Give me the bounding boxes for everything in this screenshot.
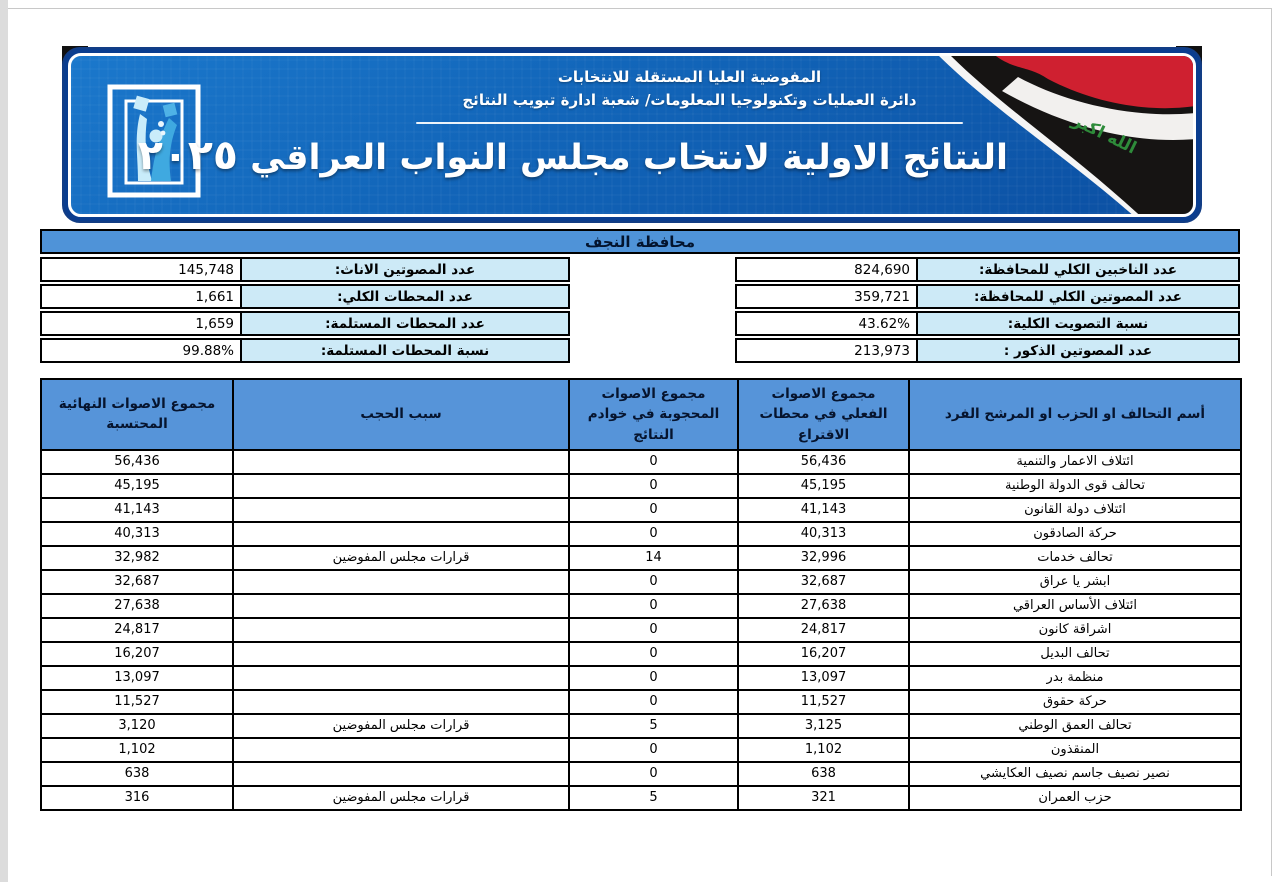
withhold-reason-cell bbox=[233, 738, 569, 762]
withheld-votes-cell: 0 bbox=[569, 690, 738, 714]
withheld-votes-cell: 0 bbox=[569, 474, 738, 498]
party-name-cell: تحالف قوى الدولة الوطنية bbox=[909, 474, 1241, 498]
summary-value: 359,721 bbox=[854, 288, 910, 305]
withhold-reason-cell bbox=[233, 642, 569, 666]
summary-label: نسبة التصويت الكلية: bbox=[916, 313, 1238, 334]
withhold-reason-cell bbox=[233, 666, 569, 690]
col-header-actual: مجموع الاصوات الفعلي في محطات الاقتراع bbox=[738, 379, 909, 450]
col-header-withheld: مجموع الاصوات المحجوبة في خوادم النتائج bbox=[569, 379, 738, 450]
summary-row bbox=[735, 284, 1240, 309]
col-header-final: مجموع الاصوات النهائية المحتسبة bbox=[41, 379, 233, 450]
withheld-votes-cell: 0 bbox=[569, 570, 738, 594]
flag-inscription-text: الله اكبر bbox=[1068, 110, 1140, 159]
summary-row bbox=[40, 338, 570, 363]
party-name-cell: منظمة بدر bbox=[909, 666, 1241, 690]
table-row bbox=[41, 546, 1241, 570]
actual-votes-cell: 1,102 bbox=[738, 738, 909, 762]
summary-label: عدد المحطات الكلي: bbox=[240, 286, 568, 307]
col-header-reason: سبب الحجب bbox=[233, 379, 569, 450]
summary-row bbox=[40, 311, 570, 336]
summary-value: 1,661 bbox=[195, 288, 234, 305]
summary-value: 43.62% bbox=[858, 315, 910, 332]
party-name-cell: تحالف خدمات bbox=[909, 546, 1241, 570]
table-row bbox=[41, 522, 1241, 546]
final-votes-cell: 3,120 bbox=[41, 714, 233, 738]
table-row bbox=[41, 786, 1241, 810]
actual-votes-cell: 32,687 bbox=[738, 570, 909, 594]
document-title-year: ٢٠٢٥ bbox=[137, 130, 238, 179]
withheld-votes-cell: 0 bbox=[569, 642, 738, 666]
party-name-cell: ائتلاف الاعمار والتنمية bbox=[909, 450, 1241, 474]
org-name-line1: المفوضية العليا المستقلة للانتخابات bbox=[557, 68, 822, 86]
final-votes-cell: 32,982 bbox=[41, 546, 233, 570]
party-name-cell: تحالف العمق الوطني bbox=[909, 714, 1241, 738]
table-row bbox=[41, 594, 1241, 618]
final-votes-cell: 45,195 bbox=[41, 474, 233, 498]
withhold-reason-cell bbox=[233, 594, 569, 618]
banner-text-block bbox=[137, 66, 1008, 181]
header-banner-inner bbox=[68, 53, 1196, 217]
summary-label: عدد المصوتين الاناث: bbox=[240, 259, 568, 280]
table-row bbox=[41, 666, 1241, 690]
final-votes-cell: 40,313 bbox=[41, 522, 233, 546]
withheld-votes-cell: 0 bbox=[569, 762, 738, 786]
party-name-cell: ائتلاف دولة القانون bbox=[909, 498, 1241, 522]
withhold-reason-cell bbox=[233, 450, 569, 474]
withhold-reason-cell bbox=[233, 570, 569, 594]
party-name-cell: حزب العمران bbox=[909, 786, 1241, 810]
table-row bbox=[41, 498, 1241, 522]
actual-votes-cell: 41,143 bbox=[738, 498, 909, 522]
actual-votes-cell: 13,097 bbox=[738, 666, 909, 690]
page-edge-left bbox=[0, 0, 8, 882]
province-banner: محافظة النجف bbox=[40, 229, 1240, 254]
final-votes-cell: 13,097 bbox=[41, 666, 233, 690]
withhold-reason-cell: قرارات مجلس المفوضين bbox=[233, 786, 569, 810]
summary-group-left bbox=[40, 257, 570, 365]
withheld-votes-cell: 0 bbox=[569, 522, 738, 546]
actual-votes-cell: 3,125 bbox=[738, 714, 909, 738]
title-separator-line bbox=[416, 122, 964, 124]
summary-value: 1,659 bbox=[195, 315, 234, 332]
summary-row bbox=[735, 311, 1240, 336]
withhold-reason-cell bbox=[233, 474, 569, 498]
document-title-text: النتائج الاولية لانتخاب مجلس النواب العراقي bbox=[250, 137, 1008, 178]
withhold-reason-cell: قرارات مجلس المفوضين bbox=[233, 714, 569, 738]
summary-label: عدد المصوتين الذكور : bbox=[916, 340, 1238, 361]
header-banner bbox=[62, 47, 1202, 223]
table-row bbox=[41, 738, 1241, 762]
withheld-votes-cell: 0 bbox=[569, 450, 738, 474]
party-name-cell: نصير نصيف جاسم نصيف العكايشي bbox=[909, 762, 1241, 786]
table-row bbox=[41, 450, 1241, 474]
summary-row bbox=[735, 338, 1240, 363]
actual-votes-cell: 32,996 bbox=[738, 546, 909, 570]
summary-row bbox=[40, 284, 570, 309]
document-title bbox=[137, 130, 1008, 181]
withheld-votes-cell: 0 bbox=[569, 498, 738, 522]
withheld-votes-cell: 5 bbox=[569, 714, 738, 738]
party-name-cell: تحالف البديل bbox=[909, 642, 1241, 666]
party-name-cell: المنقذون bbox=[909, 738, 1241, 762]
summary-group-right bbox=[735, 257, 1240, 365]
summary-label: نسبة المحطات المستلمة: bbox=[240, 340, 568, 361]
org-name-line2: دائرة العمليات وتكنولوجيا المعلومات/ شعبة ادارة تبويب النتائج bbox=[462, 91, 917, 110]
withhold-reason-cell bbox=[233, 618, 569, 642]
summary-value: 145,748 bbox=[178, 261, 234, 278]
table-row bbox=[41, 714, 1241, 738]
final-votes-cell: 16,207 bbox=[41, 642, 233, 666]
actual-votes-cell: 56,436 bbox=[738, 450, 909, 474]
withheld-votes-cell: 14 bbox=[569, 546, 738, 570]
party-name-cell: حركة حقوق bbox=[909, 690, 1241, 714]
withheld-votes-cell: 0 bbox=[569, 738, 738, 762]
summary-label: عدد الناخبين الكلي للمحافظة: bbox=[916, 259, 1238, 280]
final-votes-cell: 41,143 bbox=[41, 498, 233, 522]
col-header-name: أسم التحالف او الحزب او المرشح الفرد bbox=[909, 379, 1241, 450]
actual-votes-cell: 40,313 bbox=[738, 522, 909, 546]
final-votes-cell: 11,527 bbox=[41, 690, 233, 714]
table-row bbox=[41, 762, 1241, 786]
final-votes-cell: 316 bbox=[41, 786, 233, 810]
actual-votes-cell: 27,638 bbox=[738, 594, 909, 618]
withhold-reason-cell bbox=[233, 498, 569, 522]
page-edge-right bbox=[1271, 8, 1272, 876]
actual-votes-cell: 24,817 bbox=[738, 618, 909, 642]
withhold-reason-cell bbox=[233, 690, 569, 714]
final-votes-cell: 24,817 bbox=[41, 618, 233, 642]
final-votes-cell: 638 bbox=[41, 762, 233, 786]
summary-label: عدد المحطات المستلمة: bbox=[240, 313, 568, 334]
table-row bbox=[41, 642, 1241, 666]
table-row bbox=[41, 618, 1241, 642]
withheld-votes-cell: 0 bbox=[569, 618, 738, 642]
withhold-reason-cell bbox=[233, 522, 569, 546]
actual-votes-cell: 16,207 bbox=[738, 642, 909, 666]
party-name-cell: ابشر يا عراق bbox=[909, 570, 1241, 594]
page-edge-top bbox=[8, 8, 1271, 9]
withheld-votes-cell: 0 bbox=[569, 594, 738, 618]
results-table bbox=[40, 378, 1242, 811]
withheld-votes-cell: 0 bbox=[569, 666, 738, 690]
withheld-votes-cell: 5 bbox=[569, 786, 738, 810]
actual-votes-cell: 638 bbox=[738, 762, 909, 786]
final-votes-cell: 1,102 bbox=[41, 738, 233, 762]
party-name-cell: اشراقة كانون bbox=[909, 618, 1241, 642]
table-row bbox=[41, 570, 1241, 594]
final-votes-cell: 27,638 bbox=[41, 594, 233, 618]
party-name-cell: ائتلاف الأساس العراقي bbox=[909, 594, 1241, 618]
actual-votes-cell: 11,527 bbox=[738, 690, 909, 714]
results-table-wrap bbox=[40, 378, 1240, 811]
final-votes-cell: 32,687 bbox=[41, 570, 233, 594]
table-row bbox=[41, 690, 1241, 714]
summary-value: 824,690 bbox=[854, 261, 910, 278]
summary-label: عدد المصوتين الكلي للمحافظة: bbox=[916, 286, 1238, 307]
table-row bbox=[41, 474, 1241, 498]
actual-votes-cell: 45,195 bbox=[738, 474, 909, 498]
withhold-reason-cell bbox=[233, 762, 569, 786]
results-header-row bbox=[41, 379, 1241, 450]
summary-value: 99.88% bbox=[182, 342, 234, 359]
actual-votes-cell: 321 bbox=[738, 786, 909, 810]
summary-value: 213,973 bbox=[854, 342, 910, 359]
final-votes-cell: 56,436 bbox=[41, 450, 233, 474]
withhold-reason-cell: قرارات مجلس المفوضين bbox=[233, 546, 569, 570]
summary-row bbox=[40, 257, 570, 282]
summary-row bbox=[735, 257, 1240, 282]
party-name-cell: حركة الصادقون bbox=[909, 522, 1241, 546]
